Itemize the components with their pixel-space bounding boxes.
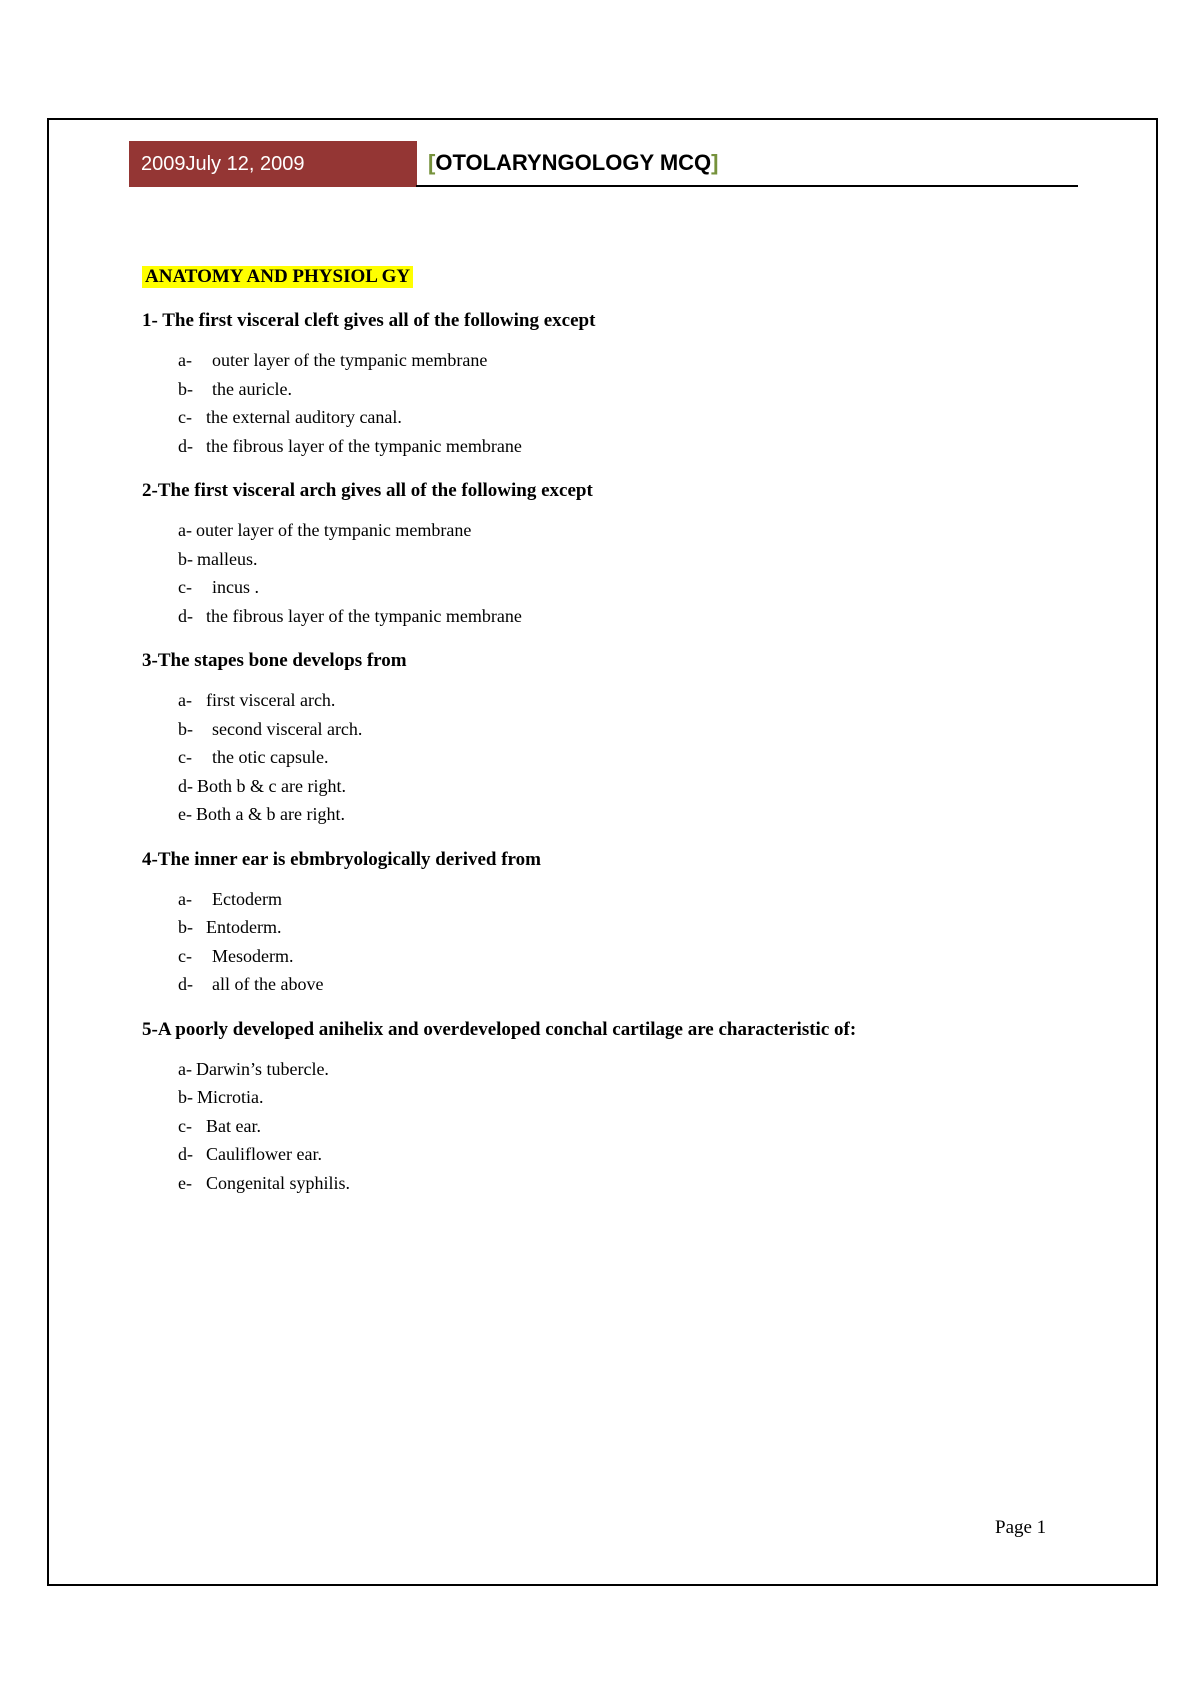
option-letter: c-: [178, 577, 192, 597]
option-letter: d-: [178, 435, 193, 456]
option-letter: b-: [178, 378, 193, 399]
section-heading: ANATOMY AND PHYSIOL GY: [142, 266, 413, 288]
header-bracket-open: [: [428, 150, 436, 175]
option-letter: b-: [178, 917, 193, 937]
option-item: [178, 602, 1042, 631]
option-item: [178, 346, 1042, 375]
option-text: Both b & c are right.: [197, 775, 346, 796]
option-item: [178, 913, 1042, 942]
option-text: the external auditory canal.: [206, 407, 402, 427]
option-item: [178, 1112, 1042, 1141]
header-title: [428, 150, 718, 176]
option-item: [178, 800, 1042, 829]
option-text: malleus.: [197, 548, 258, 569]
option-item: [178, 545, 1042, 574]
option-text: Darwin’s tubercle.: [195, 1058, 329, 1079]
page-number: Page 1: [995, 1517, 1047, 1538]
option-text: the otic capsule.: [212, 747, 329, 767]
option-text: the fibrous layer of the tympanic membrane: [206, 435, 522, 456]
option-item: [178, 885, 1042, 914]
option-item: [178, 1083, 1042, 1112]
option-text: Both a & b are right.: [195, 804, 345, 824]
document-body: [142, 266, 1042, 1217]
option-item: [178, 715, 1042, 744]
question-1: 1- The first visceral cleft gives all of the following except: [142, 310, 596, 331]
option-item: [178, 375, 1042, 404]
option-letter: d-: [178, 974, 193, 994]
option-item: [178, 772, 1042, 801]
option-item: [178, 942, 1042, 971]
header-date-box: [129, 141, 417, 187]
option-text: first visceral arch.: [206, 690, 336, 710]
question-4-options: [178, 885, 1042, 999]
option-text: the auricle.: [212, 378, 292, 399]
option-text: Cauliflower ear.: [206, 1144, 322, 1164]
option-item: [178, 743, 1042, 772]
option-text: all of the above: [212, 974, 324, 994]
option-letter: b-: [178, 548, 193, 569]
option-letter: a-: [178, 350, 192, 370]
option-item: [178, 970, 1042, 999]
option-letter: d-: [178, 605, 193, 626]
option-letter: c-: [178, 1115, 192, 1136]
option-text: outer layer of the tympanic membrane: [195, 520, 472, 540]
header-title-text: OTOLARYNGOLOGY MCQ: [435, 150, 712, 175]
option-letter: a-: [178, 690, 192, 710]
question-3: 3-The stapes bone develops from: [142, 650, 407, 671]
option-letter: e-: [178, 1172, 192, 1193]
question-2: 2-The first visceral arch gives all of the following except: [142, 480, 593, 501]
option-letter: c-: [178, 747, 192, 767]
option-text: Mesoderm.: [212, 945, 294, 966]
option-letter: a-: [178, 888, 192, 909]
question-4: 4-The inner ear is ebmbryologically derived from: [142, 848, 541, 870]
option-letter: d-: [178, 1144, 193, 1164]
question-5: 5-A poorly developed anihelix and overdeveloped conchal cartilage are characteristic of:: [142, 1018, 857, 1040]
option-letter: b-: [178, 718, 193, 739]
option-item: [178, 516, 1042, 545]
question-3-options: [178, 686, 1042, 829]
option-letter: b-: [178, 1087, 193, 1107]
option-letter: c-: [178, 407, 192, 427]
question-2-options: [178, 516, 1042, 630]
option-letter: e-: [178, 804, 192, 824]
option-text: Ectoderm: [212, 888, 282, 909]
option-text: outer layer of the tympanic membrane: [212, 350, 488, 370]
option-item: [178, 1140, 1042, 1169]
option-letter: a-: [178, 1058, 192, 1079]
option-text: Congenital syphilis.: [206, 1172, 350, 1193]
option-text: the fibrous layer of the tympanic membrane: [206, 605, 522, 626]
option-item: [178, 403, 1042, 432]
option-text: Entoderm.: [206, 917, 282, 937]
option-text: second visceral arch.: [212, 718, 363, 739]
header-rule: [416, 185, 1078, 187]
option-item: [178, 1055, 1042, 1084]
question-5-options: [178, 1055, 1042, 1198]
option-item: [178, 573, 1042, 602]
option-text: Bat ear.: [206, 1115, 261, 1136]
option-letter: c-: [178, 945, 192, 966]
option-item: [178, 1169, 1042, 1198]
option-text: incus .: [212, 577, 259, 597]
question-1-options: [178, 346, 1042, 460]
header-date: 2009July 12, 2009: [141, 153, 305, 175]
option-letter: d-: [178, 775, 193, 796]
option-letter: a-: [178, 520, 192, 540]
option-item: [178, 686, 1042, 715]
header-bracket-close: ]: [711, 150, 719, 175]
option-item: [178, 432, 1042, 461]
option-text: Microtia.: [197, 1087, 264, 1107]
